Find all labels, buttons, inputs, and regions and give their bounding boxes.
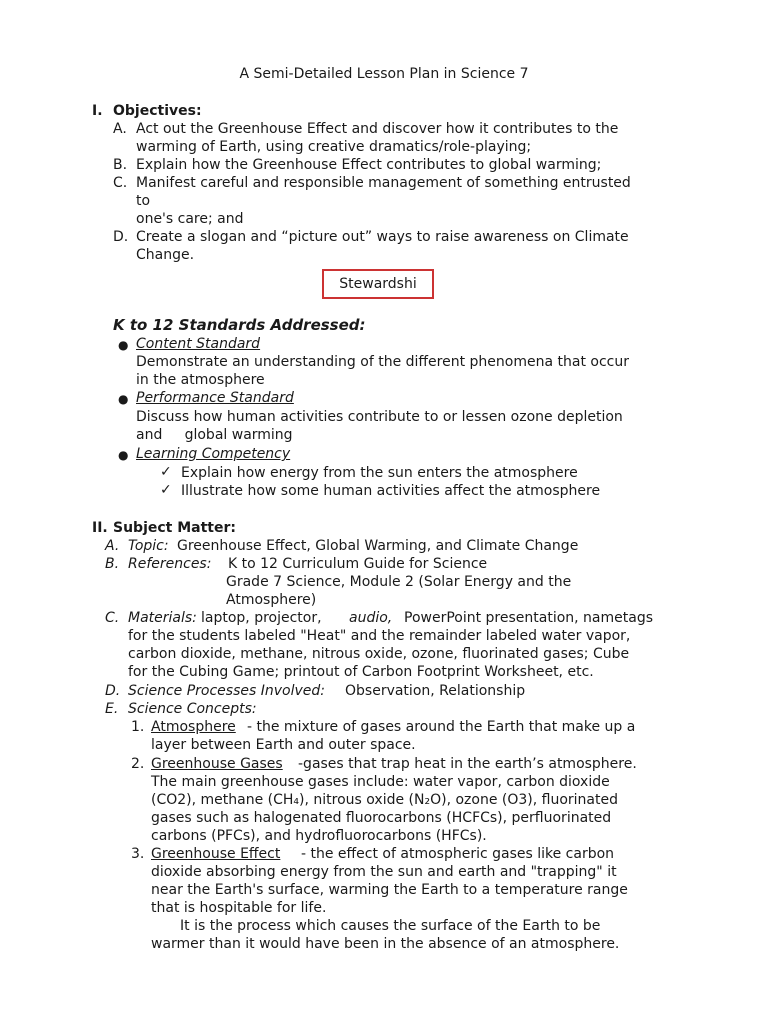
concept-3-line5: It is the process which causes the surface of the Earth to be <box>180 918 601 934</box>
concepts-letter: E. <box>105 701 119 717</box>
materials-line1a: laptop, projector, <box>201 610 322 626</box>
materials-line1c: PowerPoint presentation, nametags <box>404 610 654 626</box>
objective-b-line1: Explain how the Greenhouse Effect contributes to global warming; <box>136 157 602 173</box>
concepts-label: Science Concepts: <box>128 701 257 717</box>
subject-number: II. <box>92 520 108 536</box>
objective-a-letter: A. <box>113 121 127 137</box>
objective-b-letter: B. <box>113 157 128 173</box>
concept-3-number: 3. <box>131 846 145 862</box>
concept-1-term: Atmosphere <box>151 719 236 735</box>
processes-letter: D. <box>105 683 121 699</box>
checkmark-icon: ✓ <box>160 482 172 498</box>
processes-label: Science Processes Involved: <box>128 683 325 699</box>
concept-3-line6: warmer than it would have been in the absence of an atmosphere. <box>151 936 620 952</box>
performance-standard-line2: and global warming <box>136 427 293 443</box>
objective-c-line2: to <box>136 193 151 209</box>
performance-standard-label: Performance Standard <box>136 390 294 406</box>
subject-heading: Subject Matter: <box>113 520 236 536</box>
competency-item-2: Illustrate how some human activities affect the atmosphere <box>181 483 601 499</box>
objectives-number: I. <box>92 103 103 119</box>
materials-line1b: audio, <box>349 610 393 626</box>
objectives-heading: Objectives: <box>113 103 202 119</box>
performance-standard-line1: Discuss how human activities contribute to or lessen ozone depletion <box>136 409 623 425</box>
concept-2-line5: carbons (PFCs), and hydrofluorocarbons (HFCs). <box>151 828 487 844</box>
materials-letter: C. <box>105 610 120 626</box>
objective-c-line1: Manifest careful and responsible management of something entrusted <box>136 175 631 191</box>
stewardship-box: Stewardshi <box>322 269 434 299</box>
content-standard-line1: Demonstrate an understanding of the different phenomena that occur <box>136 354 629 370</box>
objective-d-line2: Change. <box>136 247 195 263</box>
objective-d-line1: Create a slogan and “picture out” ways to raise awareness on Climate <box>136 229 629 245</box>
materials-line2: for the students labeled "Heat" and the remainder labeled water vapor, <box>128 628 631 644</box>
objective-a-line1: Act out the Greenhouse Effect and discover how it contributes to the <box>136 121 619 137</box>
processes-value: Observation, Relationship <box>345 683 526 699</box>
concept-3-line1: - the effect of atmospheric gases like carbon <box>301 846 615 862</box>
topic-value: Greenhouse Effect, Global Warming, and Climate Change <box>177 538 579 554</box>
objective-d-letter: D. <box>113 229 129 245</box>
references-line3: Atmosphere) <box>226 592 317 608</box>
materials-line3: carbon dioxide, methane, nitrous oxide, ozone, fluorinated gases; Cube <box>128 646 630 662</box>
concept-2-term: Greenhouse Gases <box>151 756 283 772</box>
concept-3-line3: near the Earth's surface, warming the Earth to a temperature range <box>151 882 628 898</box>
concept-2-line1: -gases that trap heat in the earth’s atmosphere. <box>298 756 637 772</box>
concept-3-line4: that is hospitable for life. <box>151 900 327 916</box>
topic-label: Topic: <box>128 538 169 554</box>
topic-letter: A. <box>105 538 120 554</box>
content-standard-line2: in the atmosphere <box>136 372 265 388</box>
bullet-competency-icon: ● <box>118 448 129 462</box>
objective-a-line2: warming of Earth, using creative dramatics/role-playing; <box>136 139 532 155</box>
bullet-content-icon: ● <box>118 338 129 352</box>
concept-2-line2: The main greenhouse gases include: water vapor, carbon dioxide <box>151 774 610 790</box>
materials-label: Materials: <box>128 610 197 626</box>
standards-heading: K to 12 Standards Addressed: <box>113 316 366 334</box>
concept-2-line3: (CO2), methane (CH₄), nitrous oxide (N₂O), ozone (O3), fluorinated <box>151 792 618 808</box>
competency-item-1: Explain how energy from the sun enters the atmosphere <box>181 465 578 481</box>
references-label: References: <box>128 556 212 572</box>
objective-c-line3: one's care; and <box>136 211 244 227</box>
objective-c-letter: C. <box>113 175 128 191</box>
document-title: A Semi-Detailed Lesson Plan in Science 7 <box>239 66 529 82</box>
concept-3-term: Greenhouse Effect <box>151 846 281 862</box>
references-line2: Grade 7 Science, Module 2 (Solar Energy and the <box>226 574 572 590</box>
checkmark-icon: ✓ <box>160 464 172 480</box>
concept-3-line2: dioxide absorbing energy from the sun and earth and "trapping" it <box>151 864 617 880</box>
concept-2-line4: gases such as halogenated fluorocarbons (HCFCs), perfluorinated <box>151 810 612 826</box>
concept-2-number: 2. <box>131 756 145 772</box>
concept-1-line2: layer between Earth and outer space. <box>151 737 416 753</box>
learning-competency-label: Learning Competency <box>136 446 291 462</box>
concept-1-line1: - the mixture of gases around the Earth that make up a <box>247 719 636 735</box>
references-letter: B. <box>105 556 120 572</box>
materials-line4: for the Cubing Game; printout of Carbon Footprint Worksheet, etc. <box>128 664 594 680</box>
concept-1-number: 1. <box>131 719 145 735</box>
content-standard-label: Content Standard <box>136 336 261 352</box>
bullet-performance-icon: ● <box>118 392 129 406</box>
references-line1: K to 12 Curriculum Guide for Science <box>228 556 488 572</box>
